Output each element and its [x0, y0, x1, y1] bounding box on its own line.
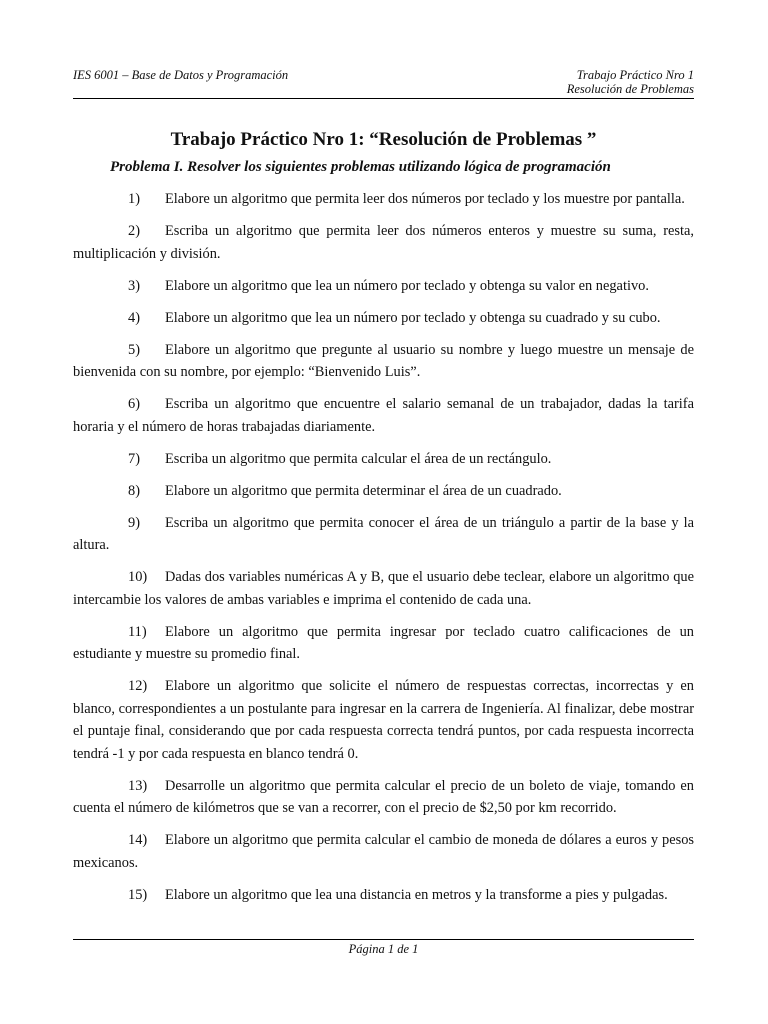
- problem-text: Escriba un algoritmo que encuentre el salario semanal de un trabajador, dadas la tarifa horaria y el número de horas trabajadas diariamente.: [73, 396, 694, 435]
- problem-number: 14): [128, 832, 148, 848]
- problem-number: 11): [128, 623, 147, 640]
- header-doc-title: Trabajo Práctico Nro 1: [576, 68, 694, 82]
- problem-text: Escriba un algoritmo que permita leer dos números enteros y muestre su suma, resta, multiplicación y división.: [73, 223, 694, 262]
- problem-text: Desarrolle un algoritmo que permita calcular el precio de un boleto de viaje, tomando en cuenta el número de kilómetros que se van a recorrer, con el precio de $2,50 por km recorrido.: [73, 777, 694, 816]
- problem-text: Elabore un algoritmo que permita determinar el área de un cuadrado.: [165, 482, 562, 499]
- problem-text: Elabore un algoritmo que permita calcular el cambio de moneda de dólares a euros y pesos mexicanos.: [73, 832, 694, 871]
- problem-number: 10): [128, 569, 148, 585]
- problem-item: [73, 675, 694, 765]
- page-header: [73, 68, 694, 99]
- header-doc-topic: Resolución de Problemas: [566, 82, 694, 96]
- problem-item: [73, 512, 694, 557]
- problem-text: Elabore un algoritmo que lea un número por teclado y obtenga su valor en negativo.: [165, 277, 649, 294]
- problem-item: [73, 393, 694, 438]
- problem-text: Escriba un algoritmo que permita conocer el área de un triángulo a partir de la base y la altura.: [73, 514, 694, 553]
- problem-text: Elabore un algoritmo que lea una distancia en metros y la transforme a pies y pulgadas.: [165, 886, 668, 903]
- problem-item: [73, 220, 694, 265]
- problem-item: [73, 275, 694, 298]
- problem-item: [73, 829, 694, 874]
- page-number: Página 1 de 1: [348, 942, 419, 956]
- problem-number: 2): [128, 223, 140, 239]
- document-title: Trabajo Práctico Nro 1: “Resolución de Problemas ”: [170, 129, 597, 150]
- problem-number: 5): [128, 341, 140, 358]
- problem-number: 12): [128, 678, 148, 694]
- problem-number: 1): [128, 191, 140, 207]
- problem-text: Elabore un algoritmo que permita leer dos números por teclado y los muestre por pantalla.: [165, 191, 685, 207]
- problem-number: 8): [128, 482, 140, 499]
- problem-text: Elabore un algoritmo que pregunte al usuario su nombre y luego muestre un mensaje de bienvenida con su nombre, por ejemplo: “Bienvenido Luis”.: [73, 341, 694, 380]
- problem-text: Elabore un algoritmo que lea un número por teclado y obtenga su cuadrado y su cubo.: [165, 309, 661, 326]
- problem-text: Elabore un algoritmo que solicite el número de respuestas correctas, incorrectas y en blanco, correspondientes a un postulante para ingresar en la carrera de Ingeniería. Al finalizar, debe mostrar el puntaje final, considerando que por cada respuesta correcta tendrá puntos, por cada respuesta incorrecta tendrá -1 y por cada respuesta en blanco tendrá 0.: [73, 678, 694, 762]
- problem-item: [73, 188, 694, 211]
- problem-text: Elabore un algoritmo que permita ingresar por teclado cuatro calificaciones de un estudiante y muestre su promedio final.: [73, 623, 694, 662]
- problem-item: [73, 339, 694, 384]
- problem-item: [73, 621, 694, 666]
- problem-item: [73, 448, 694, 471]
- problem-item: [73, 307, 694, 330]
- problem-number: 13): [128, 777, 148, 794]
- problem-number: 9): [128, 514, 140, 531]
- page-footer: [73, 939, 694, 957]
- problem-list: [73, 188, 694, 916]
- problem-text: Escriba un algoritmo que permita calcular el área de un rectángulo.: [165, 450, 552, 467]
- problem-number: 15): [128, 886, 148, 903]
- header-doc-info: [567, 68, 694, 96]
- problem-number: 4): [128, 309, 140, 326]
- header-course: IES 6001 – Base de Datos y Programación: [73, 68, 289, 82]
- problem-item: [73, 480, 694, 503]
- problem-item: [73, 566, 694, 611]
- problem-item: [73, 775, 694, 820]
- problem-number: 7): [128, 450, 140, 467]
- problem-number: 3): [128, 277, 140, 294]
- section-subtitle: Problema I. Resolver los siguientes problemas utilizando lógica de programación: [110, 159, 611, 175]
- problem-number: 6): [128, 396, 140, 412]
- problem-text: Dadas dos variables numéricas A y B, que el usuario debe teclear, elabore un algoritmo que intercambie los valores de ambas variables e imprima el contenido de cada una.: [73, 569, 694, 608]
- problem-item: [73, 884, 694, 907]
